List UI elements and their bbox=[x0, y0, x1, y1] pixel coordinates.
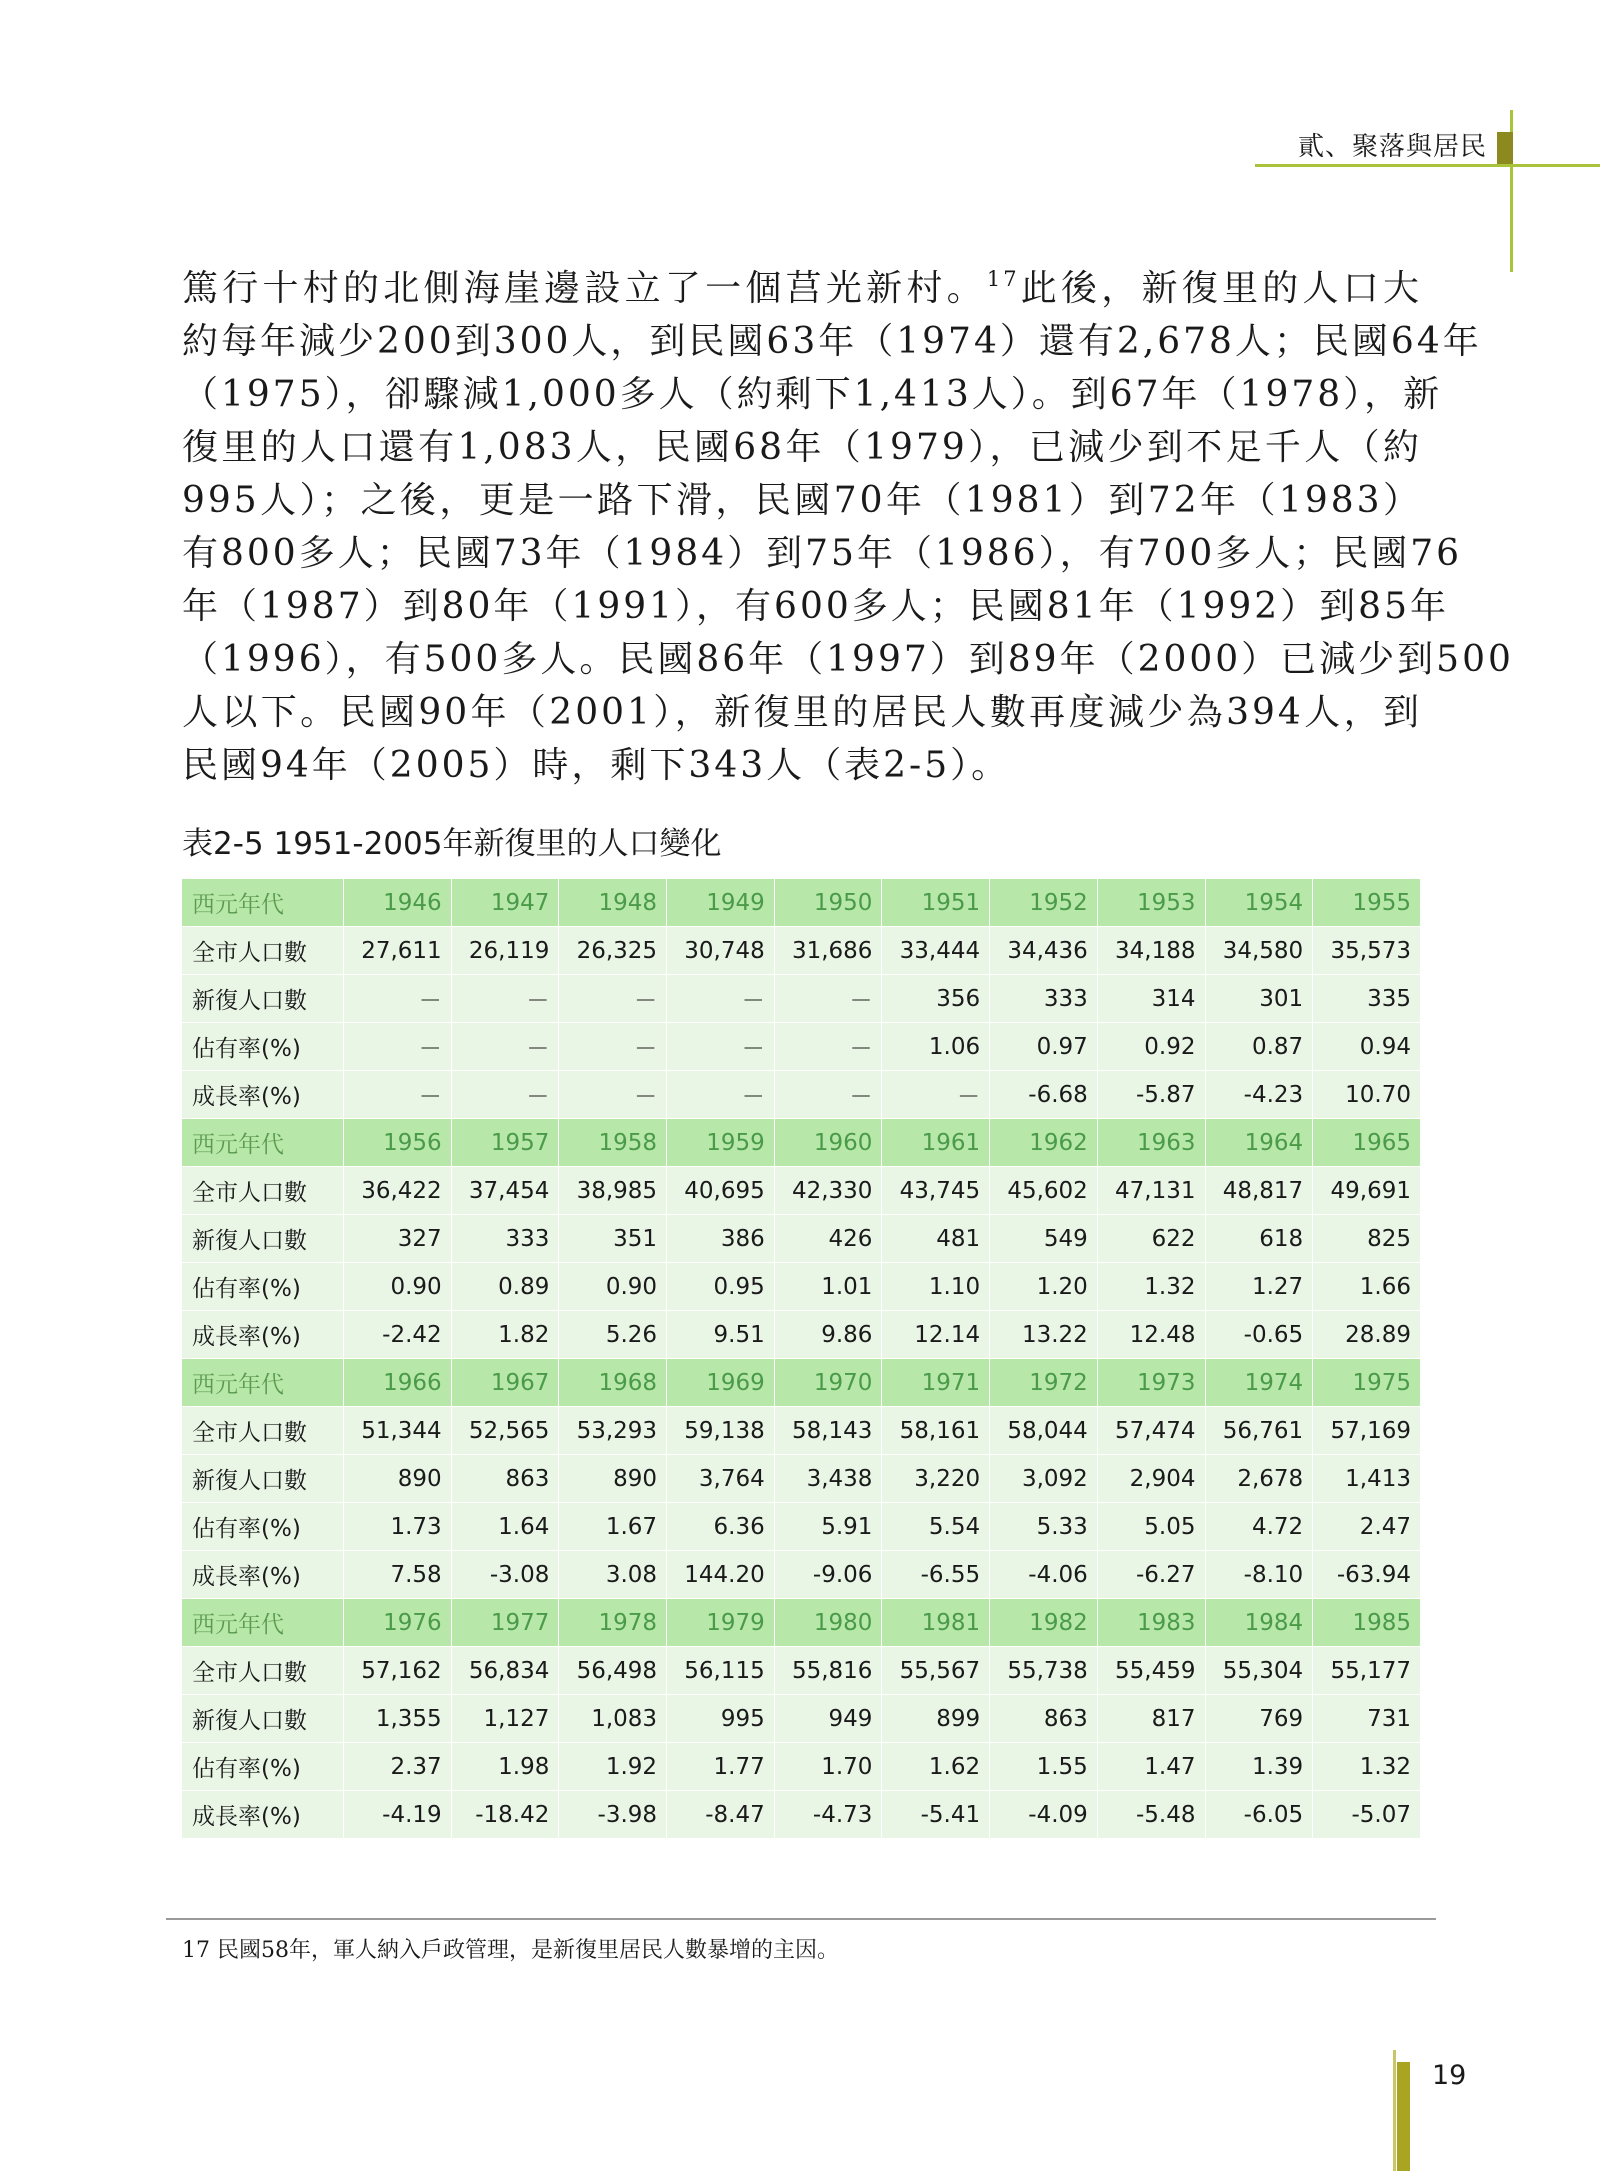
table-cell: 1976 bbox=[344, 1599, 452, 1647]
table-cell: 1,127 bbox=[451, 1695, 559, 1743]
table-cell: 1.73 bbox=[344, 1503, 452, 1551]
table-cell: 1967 bbox=[451, 1359, 559, 1407]
table-city-population-row bbox=[182, 927, 1421, 975]
table-cell: 1983 bbox=[1097, 1599, 1205, 1647]
table-cell: 30,748 bbox=[667, 927, 775, 975]
table-cell: 1982 bbox=[990, 1599, 1098, 1647]
table-cell: 0.87 bbox=[1205, 1023, 1313, 1071]
table-cell: 1,413 bbox=[1313, 1455, 1421, 1503]
table-cell: 0.89 bbox=[451, 1263, 559, 1311]
table-cell: 1984 bbox=[1205, 1599, 1313, 1647]
table-cell: 351 bbox=[559, 1215, 667, 1263]
row-label: 佔有率(%) bbox=[182, 1743, 344, 1791]
table-cell: 1968 bbox=[559, 1359, 667, 1407]
table-cell: 1.27 bbox=[1205, 1263, 1313, 1311]
row-label: 西元年代 bbox=[182, 879, 344, 927]
table-cell: 863 bbox=[990, 1695, 1098, 1743]
table-city-population-row bbox=[182, 1407, 1421, 1455]
row-label: 成長率(%) bbox=[182, 1071, 344, 1119]
table-cell: 301 bbox=[1205, 975, 1313, 1023]
body-line: （1996），有500多人。民國86年（1997）到89年（2000）已減少到500 bbox=[182, 639, 1514, 680]
table-growth-row bbox=[182, 1791, 1421, 1839]
row-label: 成長率(%) bbox=[182, 1791, 344, 1839]
table-cell: 1953 bbox=[1097, 879, 1205, 927]
table-cell: 1969 bbox=[667, 1359, 775, 1407]
table-cell: 327 bbox=[344, 1215, 452, 1263]
table-share-row bbox=[182, 1263, 1421, 1311]
table-cell: -4.23 bbox=[1205, 1071, 1313, 1119]
table-cell: 1956 bbox=[344, 1119, 452, 1167]
table-cell: 2.47 bbox=[1313, 1503, 1421, 1551]
population-table-body bbox=[182, 879, 1421, 1839]
table-cell: 3,220 bbox=[882, 1455, 990, 1503]
table-cell: 949 bbox=[774, 1695, 882, 1743]
body-line: 年（1987）到80年（1991），有600多人；民國81年（1992）到85年 bbox=[182, 586, 1449, 627]
table-cell: － bbox=[451, 975, 559, 1023]
table-xinfu-population-row bbox=[182, 975, 1421, 1023]
table-cell: 34,436 bbox=[990, 927, 1098, 975]
row-label: 新復人口數 bbox=[182, 975, 344, 1023]
table-cell: 3,764 bbox=[667, 1455, 775, 1503]
table-cell: － bbox=[667, 975, 775, 1023]
table-cell: -2.42 bbox=[344, 1311, 452, 1359]
table-cell: 52,565 bbox=[451, 1407, 559, 1455]
table-cell: － bbox=[559, 1023, 667, 1071]
table-cell: － bbox=[559, 975, 667, 1023]
row-label: 全市人口數 bbox=[182, 1407, 344, 1455]
table-cell: 33,444 bbox=[882, 927, 990, 975]
table-cell: 426 bbox=[774, 1215, 882, 1263]
row-label: 佔有率(%) bbox=[182, 1263, 344, 1311]
table-cell: 3,438 bbox=[774, 1455, 882, 1503]
row-label: 佔有率(%) bbox=[182, 1503, 344, 1551]
body-line-1-head: 篤行十村的北側海崖邊設立了一個莒光新村。 bbox=[182, 268, 987, 309]
table-year-row bbox=[182, 1119, 1421, 1167]
table-cell: 49,691 bbox=[1313, 1167, 1421, 1215]
table-growth-row bbox=[182, 1311, 1421, 1359]
table-cell: 51,344 bbox=[344, 1407, 452, 1455]
table-cell: － bbox=[344, 975, 452, 1023]
table-cell: － bbox=[451, 1023, 559, 1071]
body-line-1-tail: 此後，新復里的人口大 bbox=[1019, 268, 1422, 309]
table-cell: 1.66 bbox=[1313, 1263, 1421, 1311]
table-cell: － bbox=[451, 1071, 559, 1119]
table-cell: 1955 bbox=[1313, 879, 1421, 927]
row-label: 全市人口數 bbox=[182, 1167, 344, 1215]
table-cell: 1966 bbox=[344, 1359, 452, 1407]
table-cell: 1.67 bbox=[559, 1503, 667, 1551]
table-cell: － bbox=[774, 1071, 882, 1119]
body-line: 民國94年（2005）時，剩下343人（表2-5）。 bbox=[182, 745, 1011, 786]
table-xinfu-population-row bbox=[182, 1695, 1421, 1743]
table-cell: 1.10 bbox=[882, 1263, 990, 1311]
table-cell: 890 bbox=[559, 1455, 667, 1503]
table-cell: － bbox=[344, 1023, 452, 1071]
body-line: 有800多人；民國73年（1984）到75年（1986），有700多人；民國76 bbox=[182, 533, 1463, 574]
table-cell: 47,131 bbox=[1097, 1167, 1205, 1215]
table-cell: 995 bbox=[667, 1695, 775, 1743]
table-cell: 1,355 bbox=[344, 1695, 452, 1743]
table-cell: 356 bbox=[882, 975, 990, 1023]
table-cell: -5.41 bbox=[882, 1791, 990, 1839]
table-cell: 2,678 bbox=[1205, 1455, 1313, 1503]
table-cell: 13.22 bbox=[990, 1311, 1098, 1359]
table-cell: 1963 bbox=[1097, 1119, 1205, 1167]
table-cell: 4.72 bbox=[1205, 1503, 1313, 1551]
table-cell: 1.32 bbox=[1097, 1263, 1205, 1311]
table-cell: 618 bbox=[1205, 1215, 1313, 1263]
table-cell: 57,162 bbox=[344, 1647, 452, 1695]
table-cell: 0.94 bbox=[1313, 1023, 1421, 1071]
table-cell: 56,761 bbox=[1205, 1407, 1313, 1455]
table-cell: 1965 bbox=[1313, 1119, 1421, 1167]
table-cell: 899 bbox=[882, 1695, 990, 1743]
table-share-row bbox=[182, 1743, 1421, 1791]
table-cell: 0.92 bbox=[1097, 1023, 1205, 1071]
population-table bbox=[181, 878, 1421, 1839]
table-cell: 53,293 bbox=[559, 1407, 667, 1455]
table-cell: 3.08 bbox=[559, 1551, 667, 1599]
footnote-17: 17 民國58年，軍人納入戶政管理，是新復里居民人數暴增的主因。 bbox=[182, 1938, 839, 1963]
table-cell: 1971 bbox=[882, 1359, 990, 1407]
table-cell: 9.86 bbox=[774, 1311, 882, 1359]
page-number-rule bbox=[1393, 2050, 1396, 2171]
table-cell: -9.06 bbox=[774, 1551, 882, 1599]
table-cell: -6.05 bbox=[1205, 1791, 1313, 1839]
table-cell: 1959 bbox=[667, 1119, 775, 1167]
table-cell: 57,474 bbox=[1097, 1407, 1205, 1455]
row-label: 新復人口數 bbox=[182, 1215, 344, 1263]
table-cell: 1.92 bbox=[559, 1743, 667, 1791]
table-cell: 1952 bbox=[990, 879, 1098, 927]
table-cell: -5.48 bbox=[1097, 1791, 1205, 1839]
table-cell: 37,454 bbox=[451, 1167, 559, 1215]
table-cell: 769 bbox=[1205, 1695, 1313, 1743]
table-cell: 56,498 bbox=[559, 1647, 667, 1695]
table-cell: 27,611 bbox=[344, 927, 452, 975]
table-cell: -4.19 bbox=[344, 1791, 452, 1839]
row-label: 成長率(%) bbox=[182, 1551, 344, 1599]
table-cell: 386 bbox=[667, 1215, 775, 1263]
table-cell: 1958 bbox=[559, 1119, 667, 1167]
table-cell: 622 bbox=[1097, 1215, 1205, 1263]
table-cell: 1.77 bbox=[667, 1743, 775, 1791]
table-cell: 6.36 bbox=[667, 1503, 775, 1551]
table-cell: 1.55 bbox=[990, 1743, 1098, 1791]
table-cell: 333 bbox=[990, 975, 1098, 1023]
body-paragraph bbox=[182, 262, 1514, 792]
table-cell: 1957 bbox=[451, 1119, 559, 1167]
table-cell: 1964 bbox=[1205, 1119, 1313, 1167]
table-cell: － bbox=[667, 1071, 775, 1119]
table-cell: 1981 bbox=[882, 1599, 990, 1647]
footnote-divider bbox=[166, 1918, 1436, 1920]
table-cell: 34,188 bbox=[1097, 927, 1205, 975]
table-cell: 56,115 bbox=[667, 1647, 775, 1695]
table-cell: 549 bbox=[990, 1215, 1098, 1263]
table-cell: 58,161 bbox=[882, 1407, 990, 1455]
table-cell: -4.73 bbox=[774, 1791, 882, 1839]
table-cell: 1946 bbox=[344, 879, 452, 927]
table-cell: 12.48 bbox=[1097, 1311, 1205, 1359]
table-cell: -8.10 bbox=[1205, 1551, 1313, 1599]
table-cell: 1.47 bbox=[1097, 1743, 1205, 1791]
table-cell: -6.27 bbox=[1097, 1551, 1205, 1599]
table-cell: 1985 bbox=[1313, 1599, 1421, 1647]
table-cell: 1970 bbox=[774, 1359, 882, 1407]
table-cell: 0.95 bbox=[667, 1263, 775, 1311]
table-cell: -8.47 bbox=[667, 1791, 775, 1839]
table-cell: 1.32 bbox=[1313, 1743, 1421, 1791]
table-cell: 1979 bbox=[667, 1599, 775, 1647]
table-cell: 5.33 bbox=[990, 1503, 1098, 1551]
table-cell: 2,904 bbox=[1097, 1455, 1205, 1503]
body-line: 復里的人口還有1,083人，民國68年（1979），已減少到不足千人（約 bbox=[182, 427, 1422, 468]
table-cell: － bbox=[559, 1071, 667, 1119]
table-cell: 3,092 bbox=[990, 1455, 1098, 1503]
table-year-row bbox=[182, 879, 1421, 927]
table-cell: 1.98 bbox=[451, 1743, 559, 1791]
table-cell: 1977 bbox=[451, 1599, 559, 1647]
table-cell: -4.09 bbox=[990, 1791, 1098, 1839]
row-label: 西元年代 bbox=[182, 1119, 344, 1167]
table-cell: 45,602 bbox=[990, 1167, 1098, 1215]
table-cell: 1949 bbox=[667, 879, 775, 927]
table-cell: 58,143 bbox=[774, 1407, 882, 1455]
table-cell: 12.14 bbox=[882, 1311, 990, 1359]
table-cell: 1.01 bbox=[774, 1263, 882, 1311]
body-line: （1975），卻驟減1,000多人（約剩下1,413人）。到67年（1978），新 bbox=[182, 374, 1443, 415]
table-cell: 26,119 bbox=[451, 927, 559, 975]
table-cell: 1951 bbox=[882, 879, 990, 927]
table-cell: 10.70 bbox=[1313, 1071, 1421, 1119]
row-label: 全市人口數 bbox=[182, 1647, 344, 1695]
table-cell: 2.37 bbox=[344, 1743, 452, 1791]
table-growth-row bbox=[182, 1071, 1421, 1119]
table-cell: 333 bbox=[451, 1215, 559, 1263]
table-cell: 1978 bbox=[559, 1599, 667, 1647]
table-cell: 1954 bbox=[1205, 879, 1313, 927]
table-cell: -4.06 bbox=[990, 1551, 1098, 1599]
table-cell: -6.55 bbox=[882, 1551, 990, 1599]
table-cell: 731 bbox=[1313, 1695, 1421, 1743]
table-cell: 9.51 bbox=[667, 1311, 775, 1359]
table-share-row bbox=[182, 1023, 1421, 1071]
table-growth-row bbox=[182, 1551, 1421, 1599]
table-cell: 55,177 bbox=[1313, 1647, 1421, 1695]
table-cell: 1.64 bbox=[451, 1503, 559, 1551]
table-cell: -3.08 bbox=[451, 1551, 559, 1599]
table-year-row bbox=[182, 1359, 1421, 1407]
table-cell: － bbox=[774, 1023, 882, 1071]
table-cell: 1972 bbox=[990, 1359, 1098, 1407]
table-year-row bbox=[182, 1599, 1421, 1647]
table-cell: 57,169 bbox=[1313, 1407, 1421, 1455]
table-cell: 1,083 bbox=[559, 1695, 667, 1743]
table-cell: 144.20 bbox=[667, 1551, 775, 1599]
table-cell: 1948 bbox=[559, 879, 667, 927]
table-cell: － bbox=[667, 1023, 775, 1071]
table-cell: 863 bbox=[451, 1455, 559, 1503]
table-cell: 31,686 bbox=[774, 927, 882, 975]
table-cell: -18.42 bbox=[451, 1791, 559, 1839]
table-cell: 481 bbox=[882, 1215, 990, 1263]
table-cell: 890 bbox=[344, 1455, 452, 1503]
table-cell: 1980 bbox=[774, 1599, 882, 1647]
table-cell: 55,304 bbox=[1205, 1647, 1313, 1695]
table-cell: － bbox=[882, 1071, 990, 1119]
row-label: 佔有率(%) bbox=[182, 1023, 344, 1071]
row-label: 西元年代 bbox=[182, 1359, 344, 1407]
header-accent-block bbox=[1497, 132, 1513, 164]
body-line bbox=[182, 262, 1422, 315]
table-city-population-row bbox=[182, 1167, 1421, 1215]
table-cell: 1974 bbox=[1205, 1359, 1313, 1407]
table-cell: 48,817 bbox=[1205, 1167, 1313, 1215]
table-cell: 1.20 bbox=[990, 1263, 1098, 1311]
table-cell: 825 bbox=[1313, 1215, 1421, 1263]
page-number: 19 bbox=[1432, 2060, 1467, 2091]
table-cell: 0.97 bbox=[990, 1023, 1098, 1071]
table-cell: 55,459 bbox=[1097, 1647, 1205, 1695]
table-cell: -5.07 bbox=[1313, 1791, 1421, 1839]
chapter-title: 貳、聚落與居民 bbox=[1297, 132, 1487, 162]
table-cell: 5.05 bbox=[1097, 1503, 1205, 1551]
row-label: 西元年代 bbox=[182, 1599, 344, 1647]
table-cell: 1.82 bbox=[451, 1311, 559, 1359]
table-cell: 38,985 bbox=[559, 1167, 667, 1215]
table-cell: 1975 bbox=[1313, 1359, 1421, 1407]
table-cell: 1962 bbox=[990, 1119, 1098, 1167]
table-cell: 59,138 bbox=[667, 1407, 775, 1455]
body-line: 995人）；之後，更是一路下滑，民國70年（1981）到72年（1983） bbox=[182, 480, 1422, 521]
table-cell: 1.06 bbox=[882, 1023, 990, 1071]
table-cell: 43,745 bbox=[882, 1167, 990, 1215]
table-cell: 1973 bbox=[1097, 1359, 1205, 1407]
table-cell: 55,816 bbox=[774, 1647, 882, 1695]
table-city-population-row bbox=[182, 1647, 1421, 1695]
row-label: 新復人口數 bbox=[182, 1455, 344, 1503]
table-cell: － bbox=[344, 1071, 452, 1119]
table-cell: 335 bbox=[1313, 975, 1421, 1023]
table-cell: 1961 bbox=[882, 1119, 990, 1167]
table-cell: 56,834 bbox=[451, 1647, 559, 1695]
table-cell: 42,330 bbox=[774, 1167, 882, 1215]
table-cell: 55,738 bbox=[990, 1647, 1098, 1695]
row-label: 成長率(%) bbox=[182, 1311, 344, 1359]
table-xinfu-population-row bbox=[182, 1455, 1421, 1503]
table-cell: 58,044 bbox=[990, 1407, 1098, 1455]
table-cell: 5.91 bbox=[774, 1503, 882, 1551]
table-cell: 1.70 bbox=[774, 1743, 882, 1791]
table-cell: 28.89 bbox=[1313, 1311, 1421, 1359]
body-line: 人以下。民國90年（2001），新復里的居民人數再度減少為394人，到 bbox=[182, 692, 1422, 733]
table-cell: 1.39 bbox=[1205, 1743, 1313, 1791]
row-label: 全市人口數 bbox=[182, 927, 344, 975]
table-cell: 1950 bbox=[774, 879, 882, 927]
table-cell: 314 bbox=[1097, 975, 1205, 1023]
footnote-ref[interactable]: 17 bbox=[986, 267, 1020, 291]
table-xinfu-population-row bbox=[182, 1215, 1421, 1263]
table-share-row bbox=[182, 1503, 1421, 1551]
table-cell: 1.62 bbox=[882, 1743, 990, 1791]
page-number-bar bbox=[1397, 2062, 1410, 2171]
table-cell: 817 bbox=[1097, 1695, 1205, 1743]
table-cell: 5.54 bbox=[882, 1503, 990, 1551]
table-caption: 表2-5 1951-2005年新復里的人口變化 bbox=[182, 826, 722, 862]
table-cell: -6.68 bbox=[990, 1071, 1098, 1119]
table-cell: 1947 bbox=[451, 879, 559, 927]
table-cell: 1960 bbox=[774, 1119, 882, 1167]
table-cell: 26,325 bbox=[559, 927, 667, 975]
table-cell: 0.90 bbox=[344, 1263, 452, 1311]
table-cell: -0.65 bbox=[1205, 1311, 1313, 1359]
table-cell: 0.90 bbox=[559, 1263, 667, 1311]
table-cell: 35,573 bbox=[1313, 927, 1421, 975]
body-line: 約每年減少200到300人，到民國63年（1974）還有2,678人；民國64年 bbox=[182, 321, 1482, 362]
header-rule-horizontal bbox=[1255, 164, 1600, 167]
table-cell: 55,567 bbox=[882, 1647, 990, 1695]
table-cell: -3.98 bbox=[559, 1791, 667, 1839]
table-cell: 7.58 bbox=[344, 1551, 452, 1599]
table-cell: 5.26 bbox=[559, 1311, 667, 1359]
table-cell: － bbox=[774, 975, 882, 1023]
table-cell: 34,580 bbox=[1205, 927, 1313, 975]
table-cell: -5.87 bbox=[1097, 1071, 1205, 1119]
table-cell: 36,422 bbox=[344, 1167, 452, 1215]
row-label: 新復人口數 bbox=[182, 1695, 344, 1743]
table-cell: 40,695 bbox=[667, 1167, 775, 1215]
table-cell: -63.94 bbox=[1313, 1551, 1421, 1599]
